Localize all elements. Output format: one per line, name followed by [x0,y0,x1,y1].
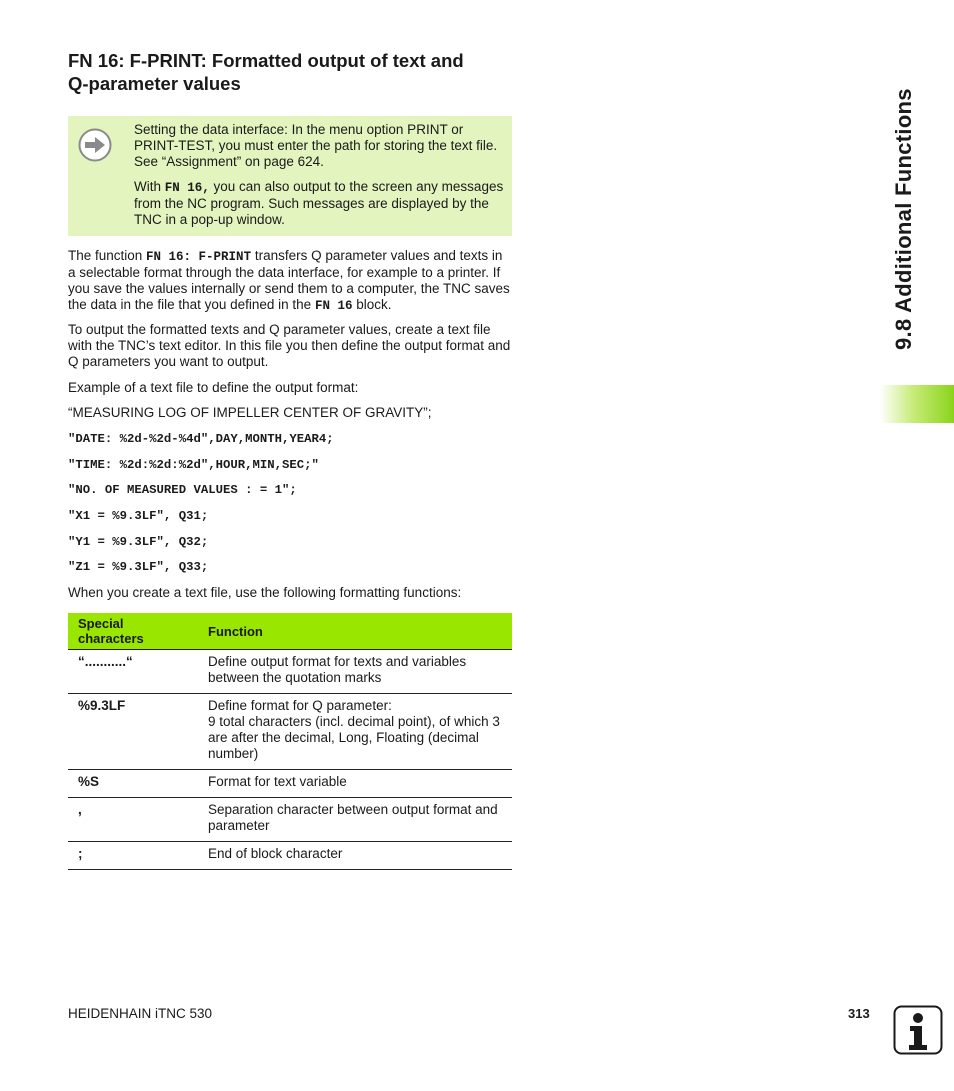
title-line-2: Q-parameter values [68,73,241,94]
special-char-cell: %9.3LF [68,693,198,769]
function-cell: Define output format for texts and variables between the quotation marks [198,649,512,693]
table-row [68,693,512,769]
note-box [68,116,512,236]
column-header-special-characters: Special characters [68,613,198,649]
table-header-row [68,613,512,649]
chapter-side-title: 9.8 Additional Functions [891,88,916,350]
function-cell: Define format for Q parameter: 9 total characters (incl. decimal point), of which 3 are after the decimal, Long, Floating (decimal number) [198,693,512,769]
note-code: FN 16, [164,181,210,195]
code-line-count: "NO. OF MEASURED VALUES : = 1"; [68,483,297,497]
arrow-right-icon [78,128,112,162]
code-line-y1: "Y1 = %9.3LF", Q32; [68,535,209,549]
example-title-line: “MEASURING LOG OF IMPELLER CENTER OF GRAVITY”; [68,405,432,420]
function-cell: Separation character between output format and parameter [198,797,512,841]
intro-paragraph-3: Example of a text file to define the output format: [68,380,359,395]
formatting-functions-table [68,613,512,870]
function-cell: Format for text variable [198,769,512,797]
table-intro: When you create a text file, use the following formatting functions: [68,585,462,600]
title-line-1: FN 16: F-PRINT: Formatted output of text and [68,50,464,71]
code-line-z1: "Z1 = %9.3LF", Q33; [68,560,209,574]
special-char-cell: “...........“ [68,649,198,693]
table-row [68,841,512,869]
special-char-cell: %S [68,769,198,797]
special-char-cell: , [68,797,198,841]
footer-product-name: HEIDENHAIN iTNC 530 [68,1006,213,1021]
intro-paragraph-1: The function FN 16: F-PRINT transfers Q parameter values and texts in a selectable format through the data interface, for example to a printer. If you save the values internally or send them to a computer, the TNC saves the data in the file that you defined in the FN 16 block. [68,248,510,313]
column-header-function: Function [198,613,512,649]
function-cell: End of block character [198,841,512,869]
table-row [68,797,512,841]
table-row [68,769,512,797]
inline-code-fn16: FN 16 [314,299,353,313]
intro-paragraph-2: To output the formatted texts and Q parameter values, create a text file with the TNC’s text editor. In this file you then define the output format and Q parameters you want to output. [68,322,511,369]
code-line-x1: "X1 = %9.3LF", Q31; [68,509,209,523]
info-icon [893,1005,943,1055]
page-number: 313 [848,1006,870,1021]
code-line-date: "DATE: %2d-%2d-%4d",DAY,MONTH,YEAR4; [68,432,334,446]
special-char-cell: ; [68,841,198,869]
chapter-tab-marker [880,385,954,423]
note-paragraph-1: Setting the data interface: In the menu option PRINT or PRINT-TEST, you must enter the path for storing the text file. See “Assignment” on page 624. [134,122,498,169]
note-paragraph-2: With FN 16, you can also output to the screen any messages from the NC program. Such messages are displayed by the TNC in a pop-up window. [134,179,504,227]
code-line-time: "TIME: %2d:%2d:%2d",HOUR,MIN,SEC;" [68,458,319,472]
table-row [68,649,512,693]
inline-code-fn16-fprint: FN 16: F-PRINT [146,250,252,264]
page-title [68,49,528,95]
